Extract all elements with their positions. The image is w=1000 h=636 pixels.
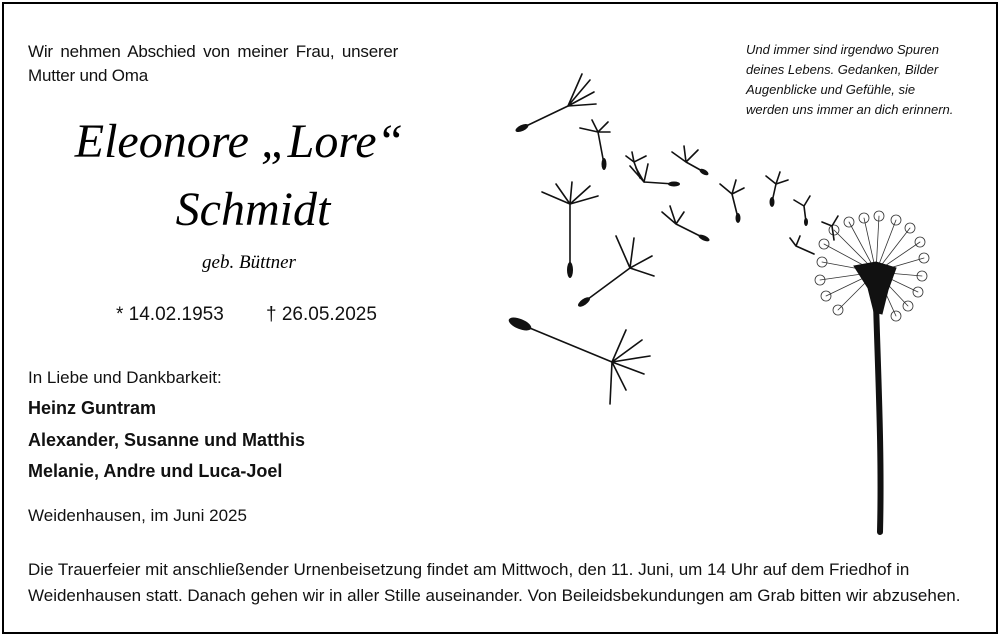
quote-line: werden uns immer an dich erinnern. [746, 102, 954, 117]
quote-line: deines Lebens. Gedanken, Bilder [746, 62, 939, 77]
dandelion-illustration-icon [504, 44, 934, 544]
maiden-name: geb. Büttner [202, 252, 296, 273]
mourner-name: Heinz Guntram [28, 398, 157, 418]
mourner-name: Melanie, Andre und Luca-Joel [28, 461, 283, 481]
deceased-name-last: Schmidt [175, 183, 331, 236]
intro-line-1: Wir nehmen Abschied von meiner Frau, unserer [28, 42, 399, 61]
quote-line: Und immer sind irgendwo Spuren [746, 42, 939, 57]
intro-text [28, 40, 428, 88]
birth-date: * 14.02.1953 [116, 304, 224, 325]
ceremony-line-1: Die Trauerfeier mit anschließender Urnenbeisetzung findet am Mittwoch, den 11. Juni, um 14 Uhr auf dem Friedhof in [28, 560, 910, 579]
ceremony-line-2: Weidenhausen statt. Danach gehen wir in aller Stille auseinander. Von Beileidsbekundungen am Grab bitten wir abzusehen. [28, 586, 961, 605]
obituary-notice [2, 2, 998, 634]
intro-line-2: Mutter und Oma [28, 66, 149, 85]
deceased-name-first: Eleonore „Lore“ [74, 115, 404, 168]
place-date: Weidenhausen, im Juni 2025 [28, 506, 247, 525]
mourners-intro: In Liebe und Dankbarkeit: [28, 368, 222, 387]
quote-line: Augenblicke und Gefühle, sie [746, 82, 916, 97]
death-date: † 26.05.2025 [266, 304, 377, 325]
mourner-name: Alexander, Susanne und Matthis [28, 430, 306, 450]
ceremony-notice [28, 557, 978, 609]
